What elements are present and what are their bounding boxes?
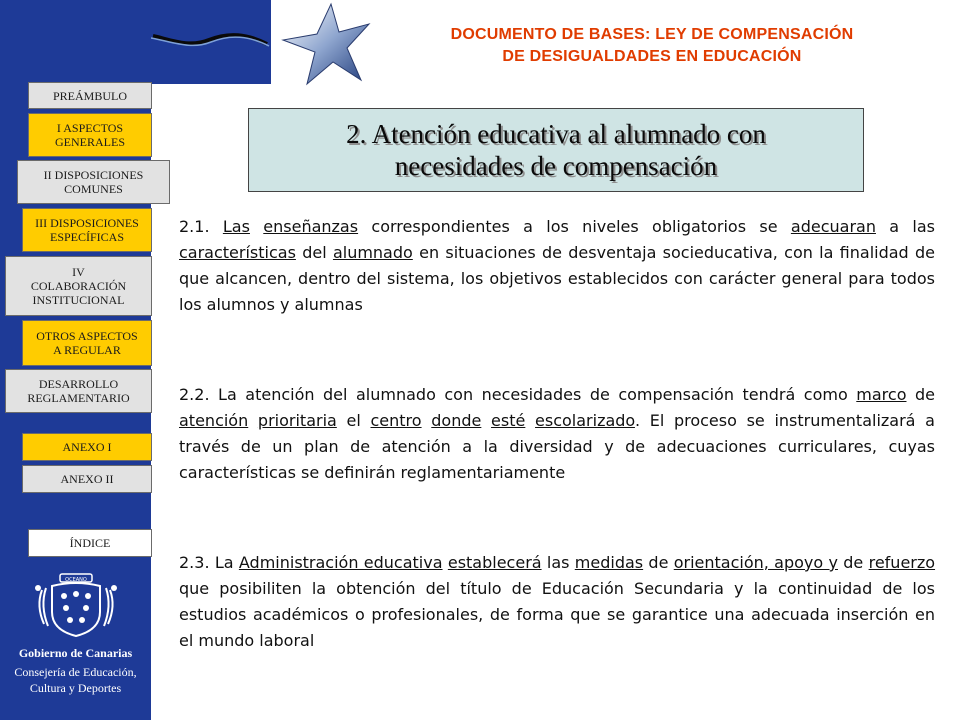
underlined-term: enseñanzas <box>263 217 359 236</box>
paragraph-text: que posibiliten la obtención del título de Educación Secundaria y la continuidad de los estudios académicos o profesionales, de forma que se garantice una adecuada inserción en el mundo laboral <box>179 579 935 650</box>
nav-aspectos-label-1: I ASPECTOS <box>56 121 124 135</box>
paragraph-text: las <box>541 553 575 572</box>
underlined-term: orientación, apoyo y <box>673 553 838 572</box>
underlined-term: atención <box>179 411 249 430</box>
nav-otros-label-2: A REGULAR <box>53 343 121 357</box>
nav-disp-comunes-label-2: COMUNES <box>64 182 123 196</box>
paragraph-text: de <box>906 385 935 404</box>
paragraph-text <box>250 217 263 236</box>
paragraph-2-3 <box>179 550 935 654</box>
underlined-term: refuerzo <box>868 553 936 572</box>
underlined-term: medidas <box>574 553 644 572</box>
underlined-term: Administración educativa <box>238 553 443 572</box>
nav-anexo-2-label: ANEXO II <box>60 472 114 486</box>
paragraph-text: de <box>837 553 869 572</box>
document-title-line1: DOCUMENTO DE BASES: LEY DE COMPENSACIÓN <box>450 26 854 43</box>
underlined-term: centro <box>370 411 422 430</box>
nav-anexo-1-button[interactable] <box>22 433 152 461</box>
nav-desarrollo-reglamentario-button[interactable] <box>5 369 152 413</box>
nav-disp-especificas-label-2: ESPECÍFICAS <box>49 230 125 244</box>
underlined-term: escolarizado <box>535 411 635 430</box>
paragraph-text <box>525 411 535 430</box>
underlined-term: donde <box>431 411 482 430</box>
nav-anexo-2-button[interactable] <box>22 465 152 493</box>
nav-preambulo-label: PREÁMBULO <box>52 88 127 103</box>
underlined-term: alumnado <box>332 243 413 262</box>
nav-indice-label: ÍNDICE <box>69 536 111 550</box>
paragraph-text: del <box>295 243 333 262</box>
underlined-term: Las <box>222 217 250 236</box>
paragraph-text: en situaciones de desventaja socieducativa, con la finalidad de que alcancen, dentro del sistema, los objetivos establecidos con carácter general para todos los alumnos y alumnas <box>179 243 935 314</box>
nav-aspectos-generales-button[interactable] <box>28 113 152 157</box>
paragraph-text <box>422 411 432 430</box>
crest-motto: OCEANO <box>65 577 87 583</box>
canarias-crest-icon <box>30 572 122 640</box>
paragraph-text: 2.3. La <box>179 553 239 572</box>
nav-preambulo-button[interactable] <box>28 82 152 109</box>
paragraph-text <box>248 411 258 430</box>
slide-heading <box>248 108 864 192</box>
nav-colab-label-2: COLABORACIÓN <box>30 279 127 293</box>
paragraph-text: 2.1. <box>179 217 223 236</box>
underlined-term: marco <box>856 385 907 404</box>
underlined-term: establecerá <box>447 553 542 572</box>
paragraph-2-1 <box>179 214 935 318</box>
nav-colab-label-3: INSTITUCIONAL <box>32 293 125 307</box>
document-title <box>372 24 932 68</box>
nav-aspectos-label-2: GENERALES <box>55 135 125 149</box>
nav-desarrollo-label-2: REGLAMENTARIO <box>27 391 130 405</box>
paragraph-text: correspondientes a los niveles obligatorios se <box>358 217 791 236</box>
nav-otros-label-1: OTROS ASPECTOS <box>36 329 138 343</box>
underlined-term: prioritaria <box>257 411 337 430</box>
document-title-line2: DE DESIGUALDADES EN EDUCACIÓN <box>502 48 802 65</box>
wave-star-decoration <box>151 0 381 90</box>
underlined-term: características <box>179 243 296 262</box>
paragraph-text: 2.2. La atención del alumnado con necesidades de compensación tendrá como <box>179 385 857 404</box>
nav-disp-especificas-label-1: III DISPOSICIONES <box>35 216 139 230</box>
slide-heading-line2: necesidades de compensación <box>394 151 718 181</box>
nav-otros-aspectos-button[interactable] <box>22 320 152 366</box>
paragraph-2-2 <box>179 382 935 486</box>
nav-anexo-1-label: ANEXO I <box>62 440 112 454</box>
department-name-line2: Cultura y Deportes <box>29 681 122 695</box>
underlined-term: esté <box>491 411 526 430</box>
nav-colaboracion-institucional-button[interactable] <box>5 256 152 316</box>
nav-disposiciones-comunes-button[interactable] <box>17 160 170 204</box>
nav-disposiciones-especificas-button[interactable] <box>22 208 152 252</box>
paragraph-text: . El proceso se instrumentalizará a través de un plan de atención a la diversidad y de adecuaciones curriculares, cuyas características se definirán reglamentariamente <box>179 411 935 482</box>
star-icon <box>283 4 369 84</box>
nav-desarrollo-label-1: DESARROLLO <box>38 377 119 391</box>
paragraph-text: a las <box>875 217 936 236</box>
slide-heading-line1: 2. Atención educativa al alumnado con <box>346 119 766 149</box>
paragraph-text: de <box>643 553 674 572</box>
nav-colab-label-1: IV <box>72 265 85 279</box>
paragraph-text <box>481 411 491 430</box>
nav-disp-comunes-label-1: II DISPOSICIONES <box>43 168 144 182</box>
department-name-line1: Consejería de Educación, <box>14 665 137 679</box>
government-name: Gobierno de Canarias <box>18 646 133 660</box>
paragraph-text: el <box>336 411 371 430</box>
underlined-term: adecuaran <box>790 217 876 236</box>
nav-indice-button[interactable] <box>28 529 152 557</box>
